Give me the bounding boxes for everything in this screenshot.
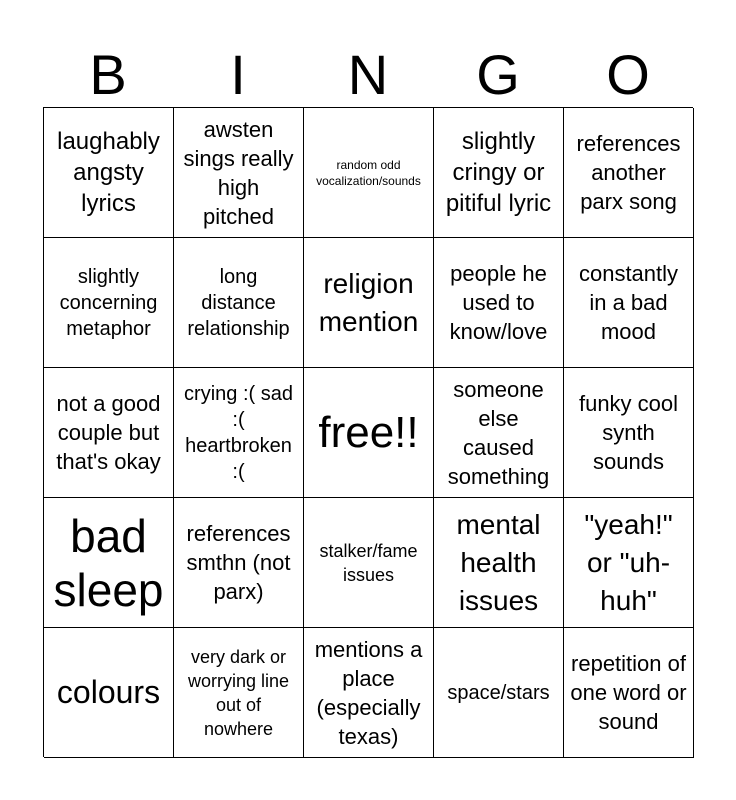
bingo-cell[interactable] <box>434 238 564 368</box>
bingo-cell[interactable] <box>174 368 304 498</box>
cell-text: stalker/fame issues <box>319 540 418 585</box>
cell-text: space/stars <box>447 681 550 704</box>
cell-text: references another parx song <box>576 131 681 214</box>
cell-text: people he used to know/love <box>449 261 548 344</box>
cell-text: random odd vocalization/sounds <box>316 157 421 188</box>
bingo-header <box>43 44 693 106</box>
cell-text: slightly concerning metaphor <box>59 265 158 340</box>
header-letter-g: G <box>476 43 520 106</box>
cell-text: "yeah!" or "uh-huh" <box>584 508 673 616</box>
bingo-cell[interactable] <box>44 368 174 498</box>
cell-text: mental health issues <box>456 508 541 616</box>
cell-text: someone else caused something <box>447 376 550 489</box>
bingo-cell[interactable] <box>564 368 694 498</box>
bingo-cell[interactable] <box>44 628 174 758</box>
header-letter-b: B <box>89 43 127 106</box>
bingo-cell[interactable] <box>564 498 694 628</box>
cell-text: crying :( sad :( heartbroken :( <box>184 382 293 483</box>
bingo-cell[interactable] <box>304 108 434 238</box>
bingo-cell[interactable] <box>174 108 304 238</box>
bingo-cell[interactable] <box>564 628 694 758</box>
bingo-cell[interactable] <box>174 238 304 368</box>
bingo-cell[interactable] <box>304 238 434 368</box>
cell-text: repetition of one word or sound <box>570 651 687 734</box>
bingo-cell[interactable] <box>434 498 564 628</box>
header-letter-n: N <box>347 43 389 106</box>
bingo-cell[interactable] <box>434 628 564 758</box>
bingo-cell[interactable] <box>44 108 174 238</box>
cell-text: slightly cringy or pitiful lyric <box>445 128 552 217</box>
header-letter-i: I <box>230 43 246 106</box>
bingo-cell[interactable] <box>304 628 434 758</box>
cell-text: references smthn (not parx) <box>186 521 291 604</box>
cell-text: laughably angsty lyrics <box>57 128 160 217</box>
bingo-cell[interactable] <box>174 628 304 758</box>
header-letter-o: O <box>606 43 650 106</box>
bingo-cell[interactable] <box>304 498 434 628</box>
cell-text: awsten sings really high pitched <box>183 116 294 229</box>
cell-text: constantly in a bad mood <box>578 261 679 344</box>
cell-text: mentions a place (especially texas) <box>314 636 423 749</box>
cell-text: long distance relationship <box>187 265 290 340</box>
bingo-cell[interactable] <box>434 108 564 238</box>
cell-text: free!! <box>318 407 419 457</box>
bingo-cell[interactable] <box>564 238 694 368</box>
bingo-cell[interactable] <box>44 238 174 368</box>
bingo-board <box>43 107 693 757</box>
cell-text: bad sleep <box>53 509 164 616</box>
cell-text: religion mention <box>318 267 419 337</box>
bingo-cell[interactable] <box>174 498 304 628</box>
cell-text: funky cool synth sounds <box>578 391 679 474</box>
bingo-cell[interactable] <box>564 108 694 238</box>
cell-text: colours <box>56 674 161 710</box>
bingo-cell[interactable] <box>434 368 564 498</box>
cell-text: not a good couple but that's okay <box>56 391 161 474</box>
cell-text: very dark or worrying line out of nowhere <box>187 646 290 739</box>
free-space-cell[interactable] <box>304 368 434 498</box>
bingo-cell[interactable] <box>44 498 174 628</box>
